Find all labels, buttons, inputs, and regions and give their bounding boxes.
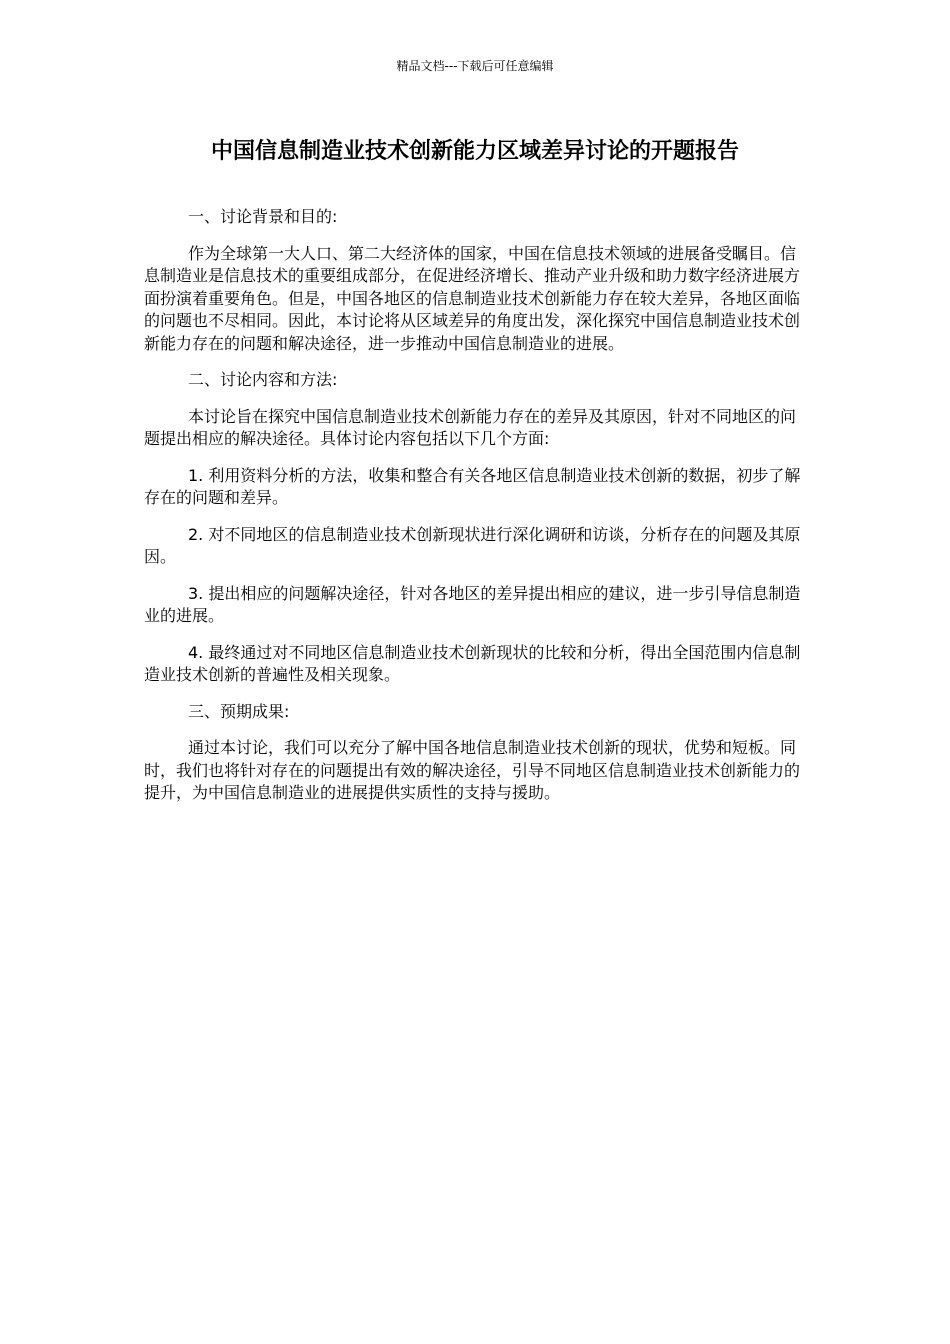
section-1-paragraph: 作为全球第一大人口、第二大经济体的国家，中国在信息技术领域的进展备受瞩目。信息制造业是信息技术的重要组成部分，在促进经济增长、推动产业升级和助力数字经济进展方面扮演着重要角色。但是，中国各地区的信息制造业技术创新能力存在较大差异，各地区面临的问题也不尽相同。因此，本讨论将从区域差异的角度出发，深化探究中国信息制造业技术创新能力存在的问题和解决途径，进一步推动中国信息制造业的进展。 — [144, 243, 801, 353]
document-title: 中国信息制造业技术创新能力区域差异讨论的开题报告 — [210, 139, 739, 164]
section-2-item-1: 1. 利用资料分析的方法，收集和整合有关各地区信息制造业技术创新的数据，初步了解存在的问题和差异。 — [144, 465, 801, 507]
section-2-item-4: 4. 最终通过对不同地区信息制造业技术创新现状的比较和分析，得出全国范围内信息制造业技术创新的普遍性及相关现象。 — [144, 642, 801, 684]
section-2-item-3: 3. 提出相应的问题解决途径，针对各地区的差异提出相应的建议，进一步引导信息制造业的进展。 — [144, 583, 801, 625]
section-2-intro: 本讨论旨在探究中国信息制造业技术创新能力存在的差异及其原因，针对不同地区的问题提出相应的解决途径。具体讨论内容包括以下几个方面: — [144, 406, 797, 448]
section-2-heading: 二、讨论内容和方法: — [188, 370, 338, 389]
header-note: 精品文档---下载后可任意编辑 — [396, 59, 554, 73]
section-3-paragraph: 通过本讨论，我们可以充分了解中国各地信息制造业技术创新的现状，优势和短板。同时，我们也将针对存在的问题提出有效的解决途径，引导不同地区信息制造业技术创新能力的提升，为中国信息制造业的进展提供实质性的支持与援助。 — [144, 738, 801, 802]
section-1-heading: 一、讨论背景和目的: — [188, 207, 338, 226]
section-2-item-2: 2. 对不同地区的信息制造业技术创新现状进行深化调研和访谈，分析存在的问题及其原因。 — [144, 524, 801, 566]
section-3-heading: 三、预期成果: — [188, 701, 290, 721]
document-body — [144, 206, 806, 819]
